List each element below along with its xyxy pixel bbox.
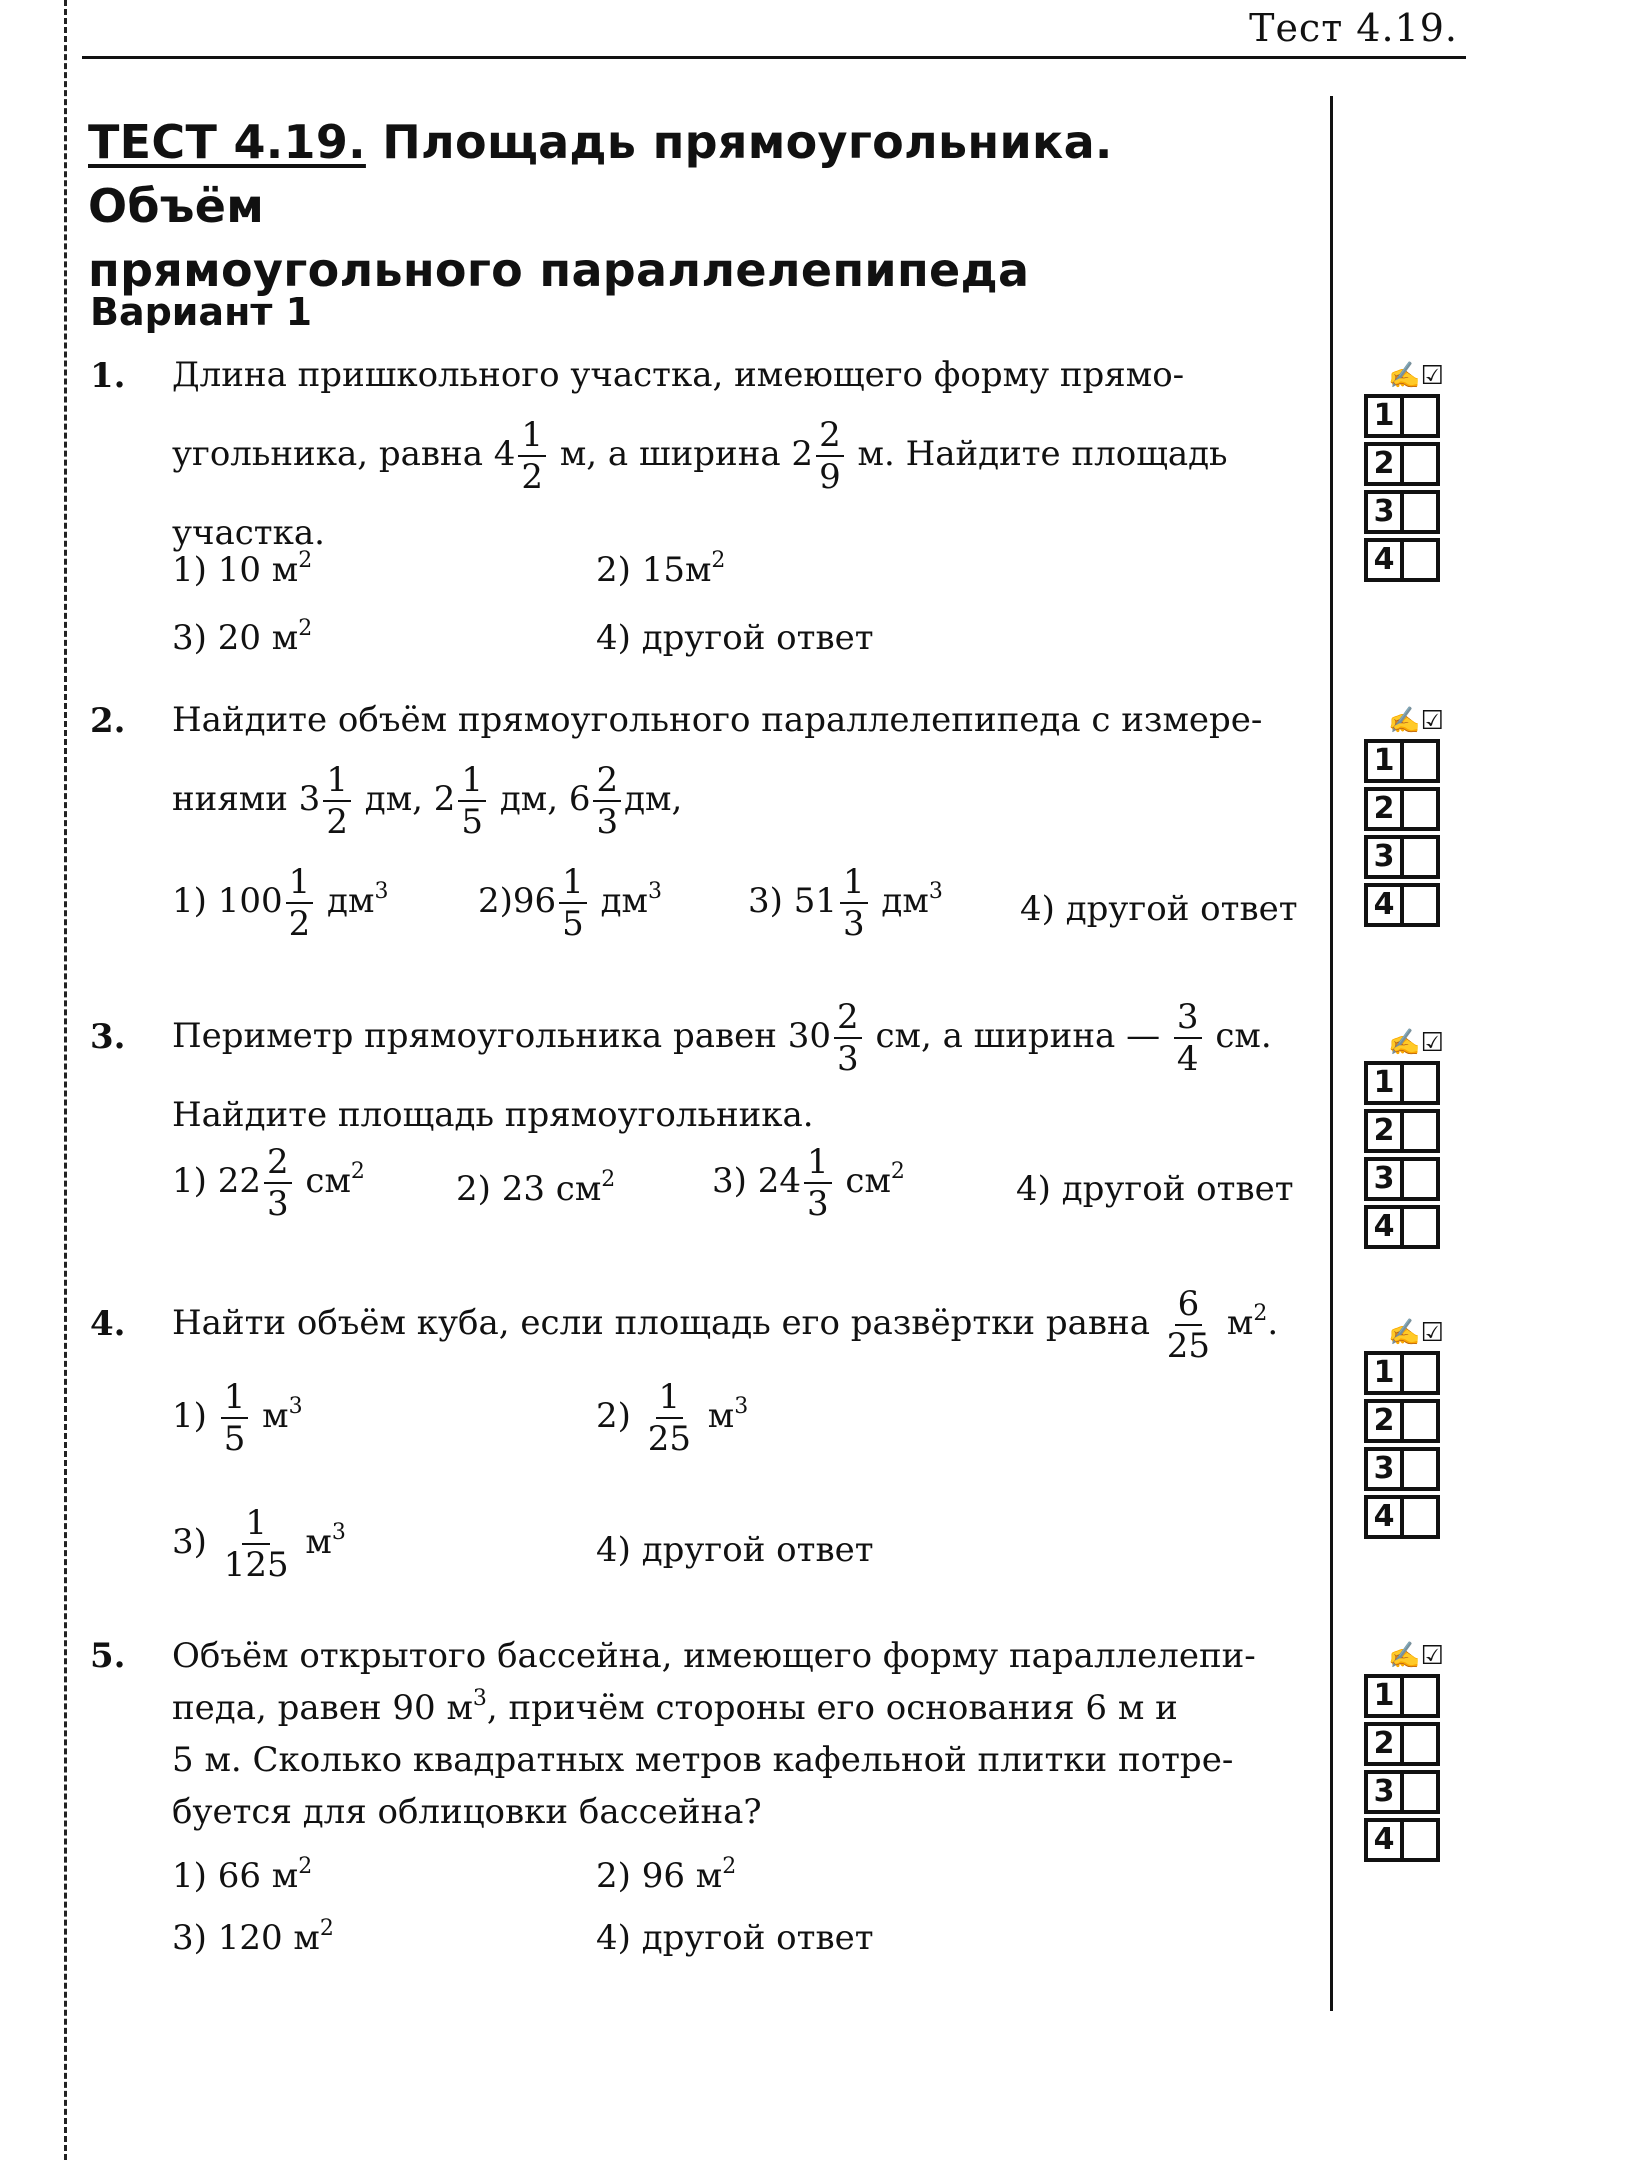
text-span: дм, 6 [489,779,591,819]
option-unit: дм [870,881,929,921]
answer-label: 4 [1364,1205,1404,1249]
option-2[interactable] [596,1856,736,1896]
test-number: ТЕСТ 4.19. [88,115,366,169]
answer-cell[interactable] [1404,1157,1440,1201]
fraction [264,1142,292,1224]
answer-cell[interactable] [1404,1205,1440,1249]
answer-cell[interactable] [1404,1770,1440,1814]
answer-row[interactable] [1364,1205,1444,1253]
text-line: буется для облицовки бассейна? [172,1792,762,1832]
text-line: 5 м. Сколько квадратных метров кафельной плитки потре- [172,1740,1234,1780]
option-3[interactable] [712,1142,905,1224]
answer-row[interactable] [1364,1770,1444,1818]
numerator: 2 [834,1000,862,1039]
answer-cell[interactable] [1404,1722,1440,1766]
answer-row[interactable] [1364,739,1444,787]
answer-row[interactable] [1364,442,1444,490]
denominator: 5 [223,1419,246,1459]
answer-cell[interactable] [1404,1495,1440,1539]
exponent: 2 [298,1854,313,1879]
text-line [172,760,1312,842]
exponent: 3 [288,1394,303,1419]
option-text: 1) 66 м [172,1856,299,1896]
answer-label: 3 [1364,1157,1404,1201]
text-line: Длина пришкольного участка, имеющего форму прямо- [172,355,1185,395]
exponent: 2 [319,1916,334,1941]
option-text: 2) [596,1396,642,1436]
denominator: 3 [806,1184,829,1224]
option-4[interactable]: 4) другой ответ [596,618,874,658]
answer-cell[interactable] [1404,538,1440,582]
option-4[interactable]: 4) другой ответ [1016,1169,1294,1209]
exponent: 2 [298,548,313,573]
denominator: 25 [1166,1326,1211,1366]
exponent: 2 [350,1159,365,1184]
option-3[interactable] [172,1918,334,1958]
denominator: 9 [819,457,841,497]
fraction [834,997,862,1079]
answer-row[interactable] [1364,538,1444,586]
text-line [172,415,1312,497]
pencil-check-icon: ✍☑ [1388,1318,1444,1348]
answer-label: 3 [1364,835,1404,879]
answer-label: 2 [1364,1109,1404,1153]
question-text [172,1630,1312,1838]
question-number: 2. [90,701,126,741]
answer-cell[interactable] [1404,394,1440,438]
answer-label: 3 [1364,1447,1404,1491]
exponent: 3 [472,1686,487,1711]
option-text: 2) 15м [596,550,712,590]
denominator: 2 [521,457,544,497]
option-text: 1) 22 [172,1161,261,1201]
text-span: . [1267,1303,1279,1343]
denominator: 2 [326,802,348,842]
fraction [518,415,546,497]
answer-row[interactable] [1364,883,1444,931]
exponent: 3 [648,879,663,904]
denominator: 5 [461,802,484,842]
pencil-check-icon: ✍☑ [1388,1641,1444,1671]
text-span: м, а ширина 2 [549,434,814,474]
question-text [172,997,1312,1155]
pencil-check-icon: ✍☑ [1388,1028,1444,1058]
numerator: 2 [264,1145,292,1184]
numerator: 1 [221,1380,249,1419]
option-3[interactable] [748,862,943,944]
text-span: м [1216,1303,1254,1343]
denominator: 3 [837,1039,859,1079]
question-number: 4. [90,1304,126,1344]
answer-cell[interactable] [1404,490,1440,534]
option-text: 1) 100 [172,881,283,921]
answer-label: 4 [1364,538,1404,582]
answer-cell[interactable] [1404,1674,1440,1718]
question-number: 5. [90,1636,126,1676]
option-text: 3) 24 [712,1161,801,1201]
text-span: дм, [624,779,683,819]
option-text: 2)96 [478,881,557,921]
fraction [1174,997,1202,1079]
text-span: ниями 3 [172,779,321,819]
fraction [286,862,314,944]
answer-row[interactable] [1364,835,1444,883]
numerator: 2 [593,763,621,802]
option-text: 1) 10 м [172,550,299,590]
answer-row[interactable] [1364,1399,1444,1447]
exponent: 2 [1253,1301,1268,1326]
answer-label: 1 [1364,1061,1404,1105]
option-unit: м [294,1522,332,1562]
title-line-1: Площадь прямоугольника. Объём [88,115,1113,233]
fraction [1164,1284,1213,1366]
option-1[interactable] [172,1142,365,1224]
denominator: 25 [647,1419,691,1459]
answer-row[interactable] [1364,394,1444,442]
exponent: 2 [890,1159,905,1184]
answer-cell[interactable] [1404,787,1440,831]
answer-label: 2 [1364,442,1404,486]
option-3[interactable] [172,1503,346,1585]
option-4[interactable]: 4) другой ответ [596,1918,874,1958]
answer-cell[interactable] [1404,835,1440,879]
numerator: 1 [804,1145,832,1184]
text-line: Объём открытого бассейна, имеющего форму параллелепи- [172,1636,1256,1676]
answer-label: 4 [1364,1495,1404,1539]
answer-row[interactable] [1364,1818,1444,1866]
cut-line [64,0,67,2160]
denominator: 5 [562,904,584,944]
numerator: 1 [840,865,868,904]
question-text [172,681,1312,842]
question-text [172,336,1312,573]
pencil-check-icon: ✍☑ [1388,361,1444,391]
option-text: 2) 23 см [456,1169,602,1209]
option-text: 3) 51 [748,881,837,921]
answer-cell[interactable] [1404,1109,1440,1153]
variant-heading: Вариант 1 [90,290,313,334]
header-rule [82,56,1466,59]
fraction [458,760,486,842]
answer-label: 2 [1364,1722,1404,1766]
answer-label: 3 [1364,1770,1404,1814]
option-unit: см [294,1161,351,1201]
text-span: дм, 2 [353,779,456,819]
fraction [323,760,351,842]
pencil-check-icon: ✍☑ [1388,706,1444,736]
option-unit: см [834,1161,891,1201]
answer-cell[interactable] [1404,1818,1440,1862]
answer-row[interactable] [1364,1061,1444,1109]
title-line-2: прямоугольного параллелепипеда [88,243,1030,297]
answer-box-3 [1364,1025,1444,1253]
denominator: 125 [223,1545,289,1585]
numerator: 1 [656,1380,684,1419]
text-line [172,1284,1312,1366]
option-4[interactable]: 4) другой ответ [1020,889,1298,929]
option-unit: дм [316,881,375,921]
text-span: педа, равен 90 м [172,1688,473,1728]
denominator: 3 [596,802,619,842]
text-line: Найдите объём прямоугольного параллелепипеда с измере- [172,700,1263,740]
answer-row[interactable] [1364,1674,1444,1722]
option-unit: дм [589,881,649,921]
text-span: угольника, равна 4 [172,434,516,474]
answer-label: 1 [1364,739,1404,783]
text-line [172,1682,1312,1734]
fraction [840,862,868,944]
numerator: 1 [518,418,546,457]
option-3[interactable] [172,618,312,658]
text-span: м. Найдите площадь [846,434,1228,474]
option-unit: м [696,1396,735,1436]
option-text: 1) [172,1396,218,1436]
numerator: 6 [1175,1287,1203,1326]
text-span: Периметр прямоугольника равен 30 [172,1016,832,1056]
answer-label: 1 [1364,1351,1404,1395]
option-text: 2) 96 м [596,1856,723,1896]
denominator: 4 [1176,1039,1199,1079]
denominator: 3 [842,904,865,944]
option-4[interactable]: 4) другой ответ [596,1530,874,1570]
answer-box-5 [1364,1638,1444,1866]
answer-row[interactable] [1364,1157,1444,1205]
answer-cell[interactable] [1404,442,1440,486]
fraction [221,1377,249,1459]
option-1[interactable] [172,550,312,590]
answer-row[interactable] [1364,1351,1444,1399]
numerator: 1 [559,865,587,904]
question-text [172,1284,1312,1366]
answer-row[interactable] [1364,1109,1444,1157]
fraction [221,1503,292,1585]
exponent: 3 [734,1394,749,1419]
fraction [593,760,621,842]
numerator: 1 [286,865,314,904]
exponent: 2 [601,1167,616,1192]
option-2[interactable] [596,550,725,590]
text-span: Найти объём куба, если площадь его развёртки равна [172,1303,1161,1343]
text-line [172,997,1312,1079]
text-line: Найдите площадь прямоугольника. [172,1095,814,1135]
option-1[interactable] [172,862,389,944]
option-1[interactable] [172,1856,312,1896]
answer-label: 3 [1364,490,1404,534]
option-text: 3) 20 м [172,618,299,658]
answer-label: 2 [1364,787,1404,831]
fraction [816,415,844,497]
fraction [645,1377,694,1459]
option-1[interactable] [172,1377,303,1459]
answer-row[interactable] [1364,1722,1444,1770]
denominator: 3 [266,1184,289,1224]
exponent: 2 [298,616,313,641]
numerator: 1 [242,1506,270,1545]
exponent: 3 [928,879,943,904]
answer-cell[interactable] [1404,1061,1440,1105]
answer-label: 2 [1364,1399,1404,1443]
answer-row[interactable] [1364,1447,1444,1495]
fraction [559,862,587,944]
option-2[interactable] [478,862,663,944]
exponent: 3 [374,879,389,904]
option-unit: м [251,1396,289,1436]
numerator: 3 [1174,1000,1202,1039]
answer-box-2 [1364,703,1444,931]
answer-cell[interactable] [1404,1351,1440,1395]
answer-row[interactable] [1364,490,1444,538]
option-2[interactable] [596,1377,749,1459]
numerator: 2 [816,418,844,457]
text-line: участка. [172,513,325,553]
running-head: Тест 4.19. [1249,6,1458,50]
exponent: 2 [722,1854,737,1879]
answer-row[interactable] [1364,1495,1444,1543]
answer-label: 1 [1364,394,1404,438]
answer-label: 4 [1364,883,1404,927]
answer-cell[interactable] [1404,1399,1440,1443]
answer-cell[interactable] [1404,883,1440,927]
answer-row[interactable] [1364,787,1444,835]
numerator: 1 [458,763,486,802]
text-span: см, а ширина — [864,1016,1171,1056]
option-2[interactable] [456,1169,615,1209]
answer-box-1 [1364,358,1444,586]
denominator: 2 [288,904,311,944]
answer-box-4 [1364,1315,1444,1543]
exponent: 3 [331,1520,346,1545]
text-span: , причём стороны его основания 6 м и [486,1688,1178,1728]
question-number: 1. [90,356,126,396]
answer-cell[interactable] [1404,1447,1440,1491]
option-text: 3) [172,1522,218,1562]
question-number: 3. [90,1017,126,1057]
answer-label: 1 [1364,1674,1404,1718]
answer-cell[interactable] [1404,739,1440,783]
numerator: 1 [323,763,351,802]
answer-column-rule [1330,96,1333,2011]
exponent: 2 [711,548,726,573]
page-title [88,110,1298,302]
option-text: 3) 120 м [172,1918,320,1958]
answer-label: 4 [1364,1818,1404,1862]
fraction [804,1142,832,1224]
text-span: см. [1204,1016,1272,1056]
